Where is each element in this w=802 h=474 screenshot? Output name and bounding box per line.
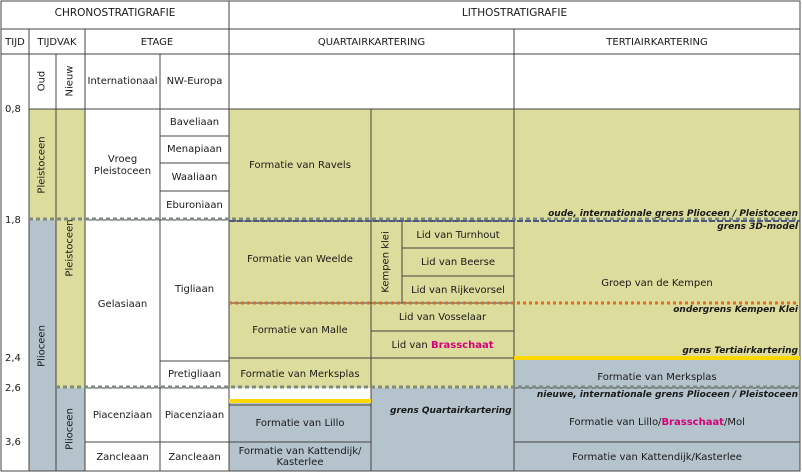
lid-brasschaat bbox=[371, 340, 514, 351]
lillo-prefix: Formatie van Lillo/ bbox=[569, 417, 662, 428]
etage-piacenziaan-int: Piacenziaan bbox=[92, 410, 153, 421]
subheader-nw-europa: NW-Europa bbox=[166, 76, 223, 87]
header-etage: ETAGE bbox=[140, 37, 174, 48]
etage-menapiaan: Menapiaan bbox=[167, 144, 222, 155]
lid-brasschaat-prefix: Lid van bbox=[391, 340, 431, 351]
formatie-lillo-q: Formatie van Lillo bbox=[255, 418, 345, 429]
tijdvak-nieuw-pleistoceen: Pleistoceen bbox=[64, 219, 76, 277]
fill-tertiair-olive bbox=[514, 109, 800, 358]
etage-piacenziaan-nw: Piacenziaan bbox=[164, 410, 225, 421]
header-tijd: TIJD bbox=[5, 37, 25, 48]
annotation-grens-3d: grens 3D-model bbox=[717, 222, 798, 232]
formatie-weelde: Formatie van Weelde bbox=[247, 254, 353, 265]
etage-zancleaan-int: Zancleaan bbox=[96, 452, 149, 463]
tijdvak-nieuw-plioceen: Plioceen bbox=[64, 408, 76, 450]
etage-eburoniaan: Eburoniaan bbox=[166, 200, 223, 211]
formatie-ravels: Formatie van Ravels bbox=[249, 160, 351, 171]
lid-turnhout: Lid van Turnhout bbox=[416, 230, 500, 241]
formatie-merksplas-t: Formatie van Merksplas bbox=[597, 372, 717, 383]
brasschaat-highlight-t: Brasschaat bbox=[661, 417, 724, 428]
subheader-internationaal: Internationaal bbox=[87, 76, 158, 87]
brasschaat-highlight: Brasschaat bbox=[430, 340, 494, 351]
header-tertiairkartering: TERTIAIRKARTERING bbox=[606, 37, 708, 48]
formatie-kattendijk-q: Formatie van Kattendijk/ Kasterlee bbox=[238, 446, 362, 468]
etage-baveliaan: Baveliaan bbox=[169, 117, 220, 128]
boundary-quartairkartering bbox=[229, 399, 371, 403]
annotation-nieuwe-grens: nieuwe, internationale grens Plioceen / Pleistoceen bbox=[536, 390, 798, 400]
etage-pretigliaan: Pretigliaan bbox=[167, 369, 222, 380]
boundary-tertiairkartering bbox=[514, 356, 800, 360]
annotation-grens-quartair: grens Quartairkartering bbox=[390, 406, 512, 416]
groep-kempen: Groep van de Kempen bbox=[601, 278, 713, 289]
annotation-ondergrens-kempen: ondergrens Kempen Klei bbox=[673, 305, 798, 315]
formatie-lillo-t bbox=[514, 417, 800, 428]
header-tijdvak: TIJDVAK bbox=[37, 37, 77, 48]
etage-zancleaan-nw: Zancleaan bbox=[168, 452, 221, 463]
formatie-kattendijk-t: Formatie van Kattendijk/Kasterlee bbox=[572, 452, 742, 463]
lid-beerse: Lid van Beerse bbox=[420, 257, 496, 268]
header-chronostratigrafie: CHRONOSTRATIGRAFIE bbox=[54, 7, 176, 19]
etage-tigliaan: Tigliaan bbox=[174, 284, 215, 295]
tijdvak-oud-plioceen: Plioceen bbox=[36, 325, 48, 367]
time-tick: 2,6 bbox=[5, 383, 21, 394]
subheader-oud: Oud bbox=[36, 70, 48, 92]
fill-quartair-blue-2 bbox=[371, 388, 514, 471]
formatie-malle: Formatie van Malle bbox=[252, 325, 348, 336]
etage-waaliaan: Waaliaan bbox=[171, 172, 218, 183]
tijdvak-oud-pleistoceen: Pleistoceen bbox=[36, 136, 48, 194]
lid-rijkevorsel: Lid van Rijkevorsel bbox=[411, 285, 505, 296]
etage-gelasiaan: Gelasiaan bbox=[97, 299, 148, 310]
annotation-grens-tertiair: grens Tertiairkartering bbox=[682, 346, 798, 356]
time-tick: 3,6 bbox=[5, 437, 21, 448]
lillo-suffix: /Mol bbox=[723, 417, 745, 428]
kempen-klei-label: Kempen klei bbox=[380, 231, 392, 293]
time-tick: 2,4 bbox=[5, 353, 21, 364]
lid-vosselaar: Lid van Vosselaar bbox=[398, 312, 487, 323]
formatie-merksplas-q: Formatie van Merksplas bbox=[240, 369, 360, 380]
header-quartairkartering: QUARTAIRKARTERING bbox=[317, 37, 426, 48]
annotation-oude-grens: oude, internationale grens Plioceen / Pleistoceen bbox=[548, 209, 798, 219]
header-lithostratigrafie: LITHOSTRATIGRAFIE bbox=[461, 7, 568, 19]
subheader-nieuw: Nieuw bbox=[64, 65, 76, 97]
time-tick: 0,8 bbox=[5, 104, 21, 115]
time-tick: 1,8 bbox=[5, 215, 21, 226]
etage-vroeg-pleistoceen: Vroeg Pleistoceen bbox=[93, 154, 152, 177]
